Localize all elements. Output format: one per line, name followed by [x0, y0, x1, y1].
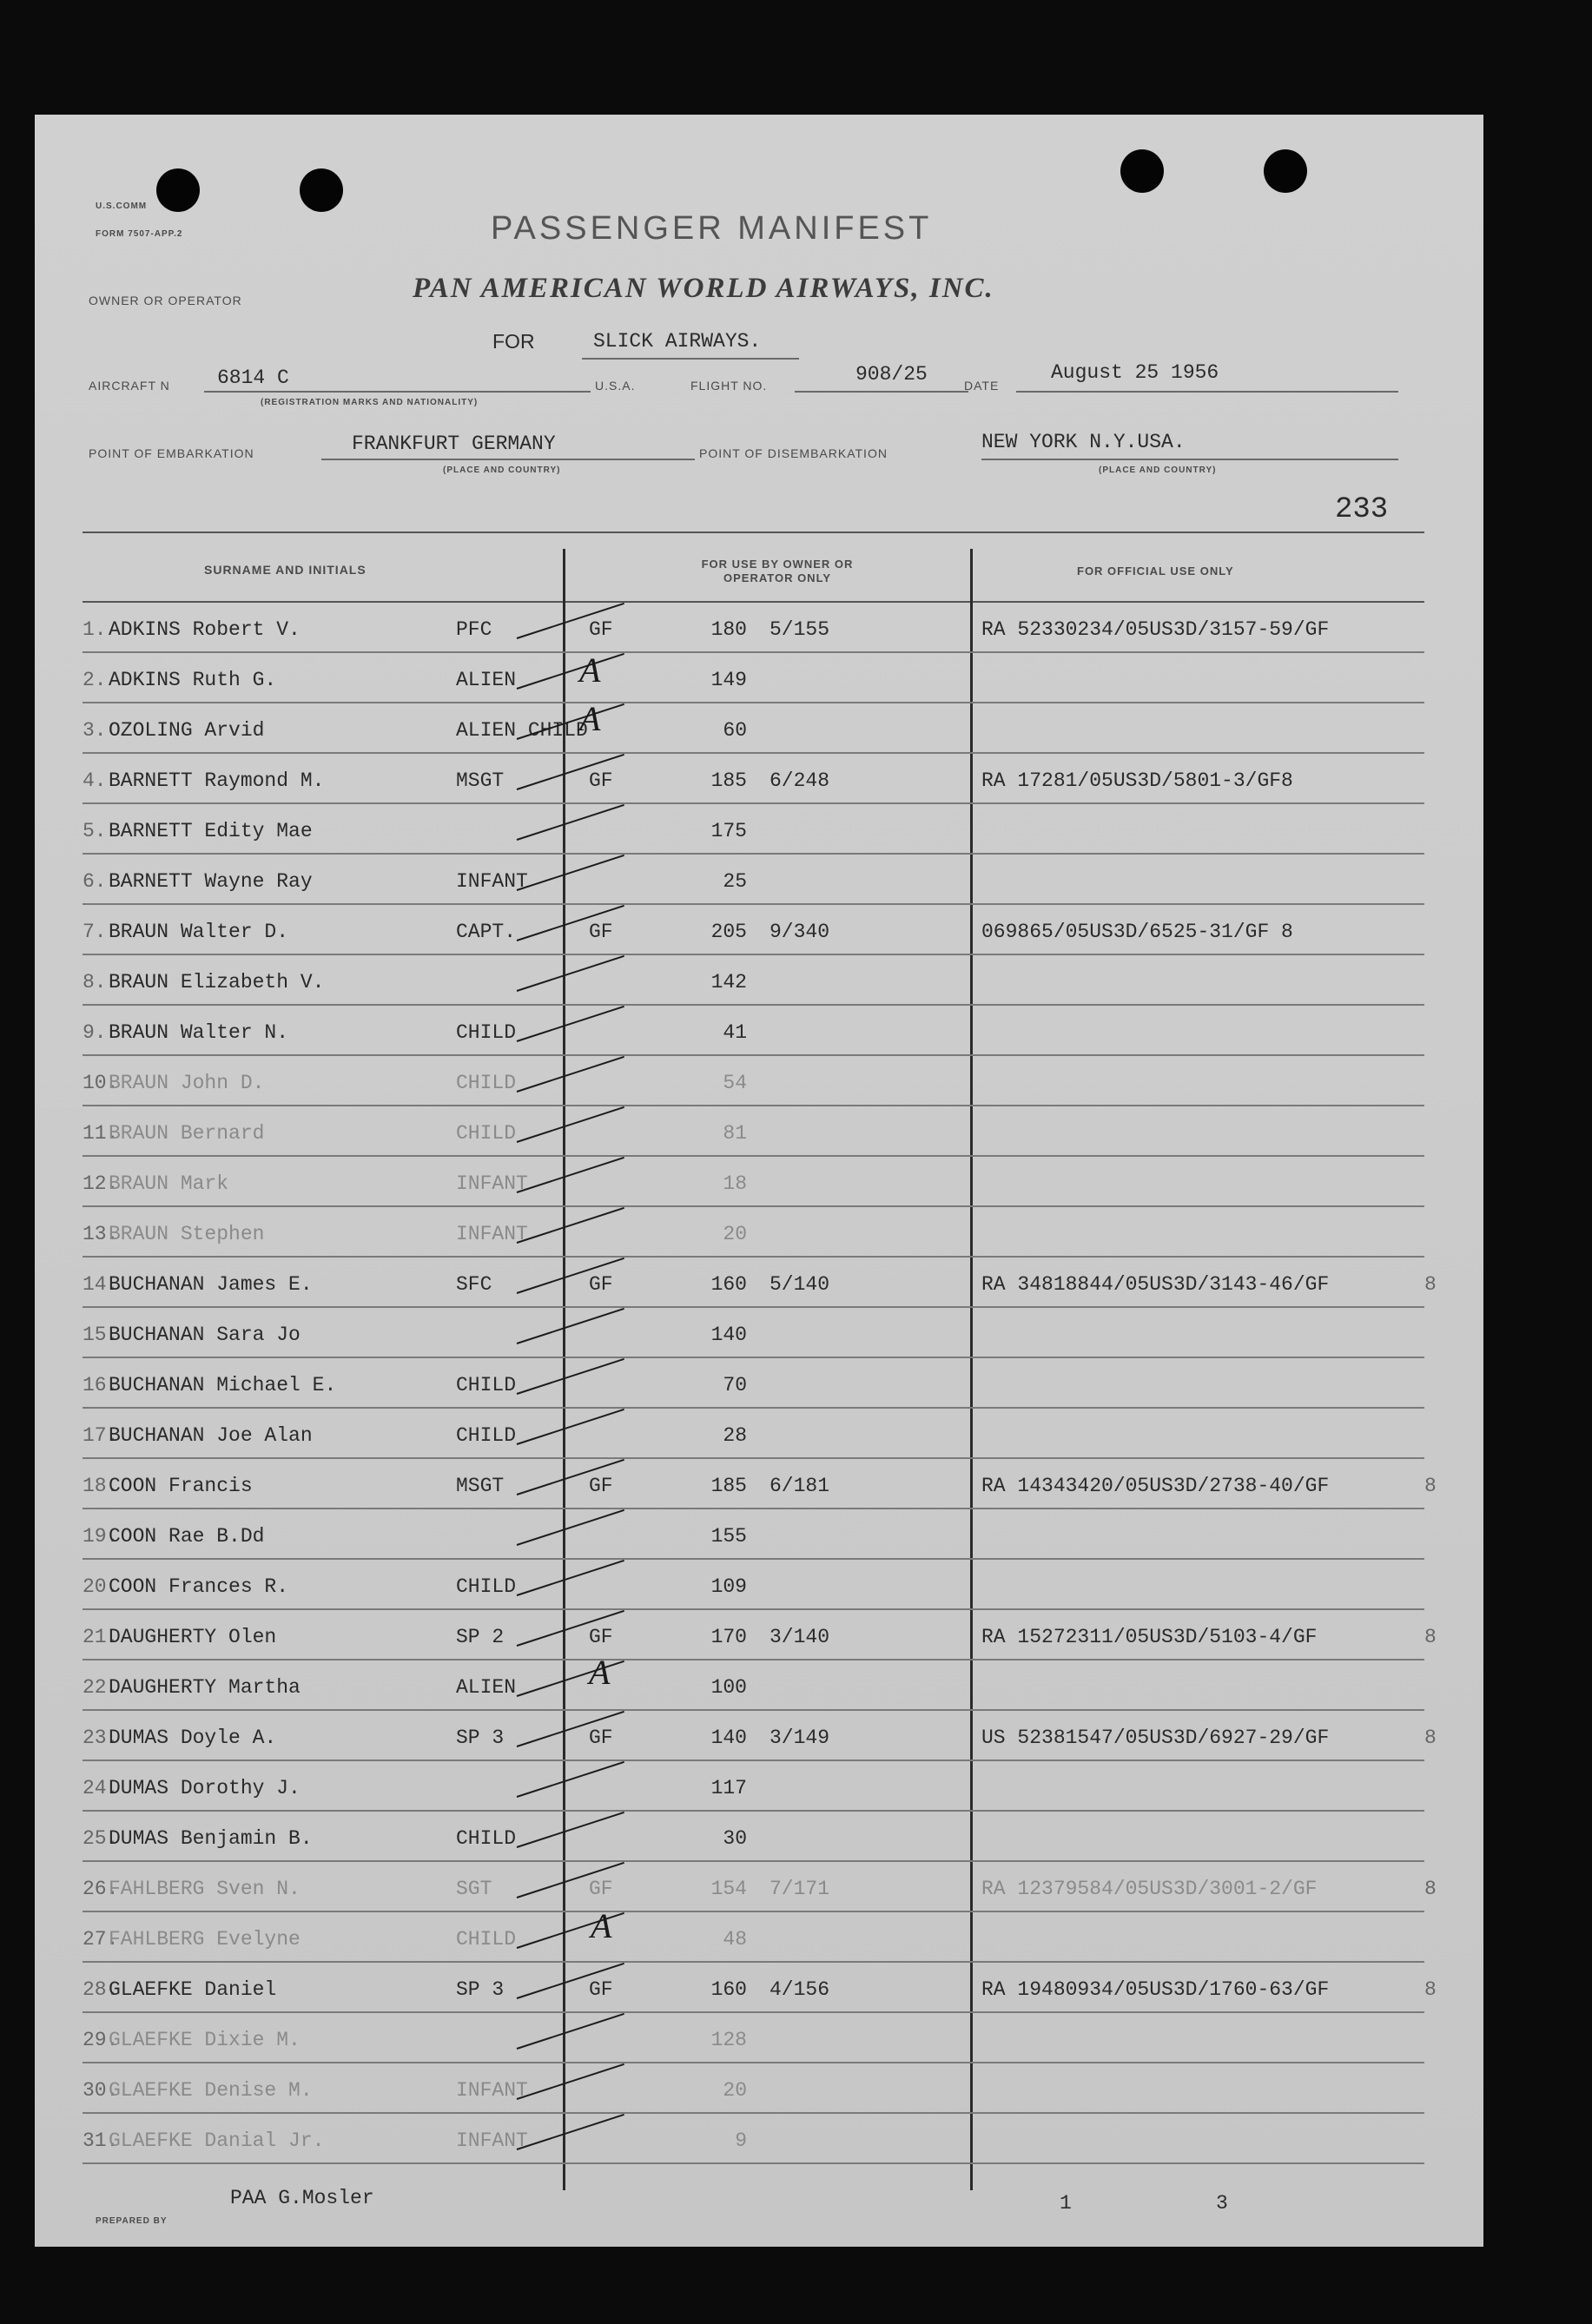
ticket-number: 7/171 — [770, 1878, 830, 1900]
passenger-weight: 160 — [710, 1273, 747, 1296]
passenger-row — [35, 1358, 1483, 1409]
passenger-weight: 109 — [710, 1575, 747, 1598]
row-number: 3. — [83, 719, 107, 742]
row-number: 19. — [83, 1525, 119, 1548]
passenger-name: BRAUN Walter D. — [109, 921, 289, 943]
fare-code: GF — [589, 1726, 613, 1749]
passenger-row — [35, 603, 1483, 653]
passenger-row — [35, 855, 1483, 905]
passenger-weight: 155 — [710, 1525, 747, 1548]
fare-code: GF — [589, 921, 613, 943]
passenger-name: BRAUN Bernard — [109, 1122, 265, 1145]
passenger-status: SGT — [456, 1878, 492, 1900]
flight-label: FLIGHT NO. — [690, 379, 768, 393]
embark-label: POINT OF EMBARKATION — [89, 446, 254, 460]
manifest-sheet — [35, 115, 1483, 2247]
passenger-row — [35, 1056, 1483, 1106]
passenger-weight: 160 — [710, 1978, 747, 2001]
passenger-weight: 30 — [723, 1827, 747, 1850]
passenger-weight: 18 — [723, 1172, 747, 1195]
passenger-status: PFC — [456, 618, 492, 641]
date-value: August 25 1956 — [1051, 361, 1219, 384]
passenger-weight: 81 — [723, 1122, 747, 1145]
passenger-name: FAHLBERG Sven N. — [109, 1878, 301, 1900]
passenger-row — [35, 1610, 1483, 1660]
place-note: (PLACE AND COUNTRY) — [1099, 465, 1217, 475]
margin-mark: 8 — [1424, 1726, 1437, 1749]
date-label: DATE — [964, 379, 1000, 393]
pen-check-mark — [517, 1358, 624, 1395]
passenger-row — [35, 2013, 1483, 2063]
punch-hole — [300, 168, 343, 212]
passenger-status: CHILD — [456, 1575, 517, 1598]
pen-check-mark — [517, 1308, 624, 1344]
row-number: 15. — [83, 1324, 119, 1346]
passenger-row — [35, 1207, 1483, 1258]
row-number: 30. — [83, 2079, 119, 2102]
count-a: 1 — [1060, 2192, 1072, 2215]
official-entry: RA 14343420/05US3D/2738-40/GF — [981, 1475, 1330, 1497]
usa-label: U.S.A. — [595, 379, 636, 393]
passenger-name: DAUGHERTY Martha — [109, 1676, 301, 1699]
for-value: SLICK AIRWAYS. — [593, 330, 762, 353]
margin-mark: 8 — [1424, 1475, 1437, 1497]
row-number: 7. — [83, 921, 107, 943]
passenger-status: ALIEN — [456, 669, 517, 691]
fare-code: GF — [589, 769, 613, 792]
passenger-row — [35, 653, 1483, 703]
pen-check-mark — [517, 2063, 624, 2100]
pen-check-mark — [517, 1761, 624, 1798]
row-number: 22. — [83, 1676, 119, 1699]
passenger-name: ADKINS Ruth G. — [109, 669, 277, 691]
ticket-number: 3/140 — [770, 1626, 830, 1648]
row-number: 12. — [83, 1172, 119, 1195]
row-number: 27. — [83, 1928, 119, 1951]
passenger-name: BRAUN Mark — [109, 1172, 229, 1195]
passenger-status: SP 3 — [456, 1978, 505, 2001]
row-number: 2. — [83, 669, 107, 691]
pen-check-mark — [517, 804, 624, 841]
handwritten-alien-mark: A — [591, 1906, 612, 1945]
passenger-status: CAPT. — [456, 921, 517, 943]
row-number: 18. — [83, 1475, 119, 1497]
passenger-row — [35, 1006, 1483, 1056]
passenger-name: ADKINS Robert V. — [109, 618, 301, 641]
passenger-weight: 128 — [710, 2029, 747, 2051]
passenger-row — [35, 1409, 1483, 1459]
passenger-row — [35, 2063, 1483, 2114]
punch-hole — [1264, 149, 1307, 193]
page-title: PASSENGER MANIFEST — [491, 210, 933, 247]
passenger-status: MSGT — [456, 769, 505, 792]
passenger-name: FAHLBERG Evelyne — [109, 1928, 301, 1951]
passenger-weight: 205 — [710, 921, 747, 943]
pen-check-mark — [517, 1106, 624, 1143]
margin-mark: 8 — [1424, 1626, 1437, 1648]
ticket-number: 5/140 — [770, 1273, 830, 1296]
passenger-name: BUCHANAN Michael E. — [109, 1374, 337, 1396]
passenger-name: COON Rae B.Dd — [109, 1525, 265, 1548]
fare-code: GF — [589, 618, 613, 641]
fare-code: GF — [589, 1978, 613, 2001]
pen-check-mark — [517, 653, 624, 690]
passenger-weight: 48 — [723, 1928, 747, 1951]
official-entry: US 52381547/05US3D/6927-29/GF — [981, 1726, 1330, 1749]
passenger-name: BUCHANAN Joe Alan — [109, 1424, 313, 1447]
passenger-name: BRAUN Elizabeth V. — [109, 971, 325, 994]
row-number: 13. — [83, 1223, 119, 1245]
passenger-row — [35, 2114, 1483, 2164]
ticket-number: 5/155 — [770, 618, 830, 641]
pen-check-mark — [517, 1409, 624, 1445]
official-entry: RA 34818844/05US3D/3143-46/GF — [981, 1273, 1330, 1296]
passenger-name: GLAEFKE Danial Jr. — [109, 2129, 325, 2152]
passenger-weight: 100 — [710, 1676, 747, 1699]
prepared-by-label: PREPARED BY — [96, 2216, 168, 2226]
official-entry: RA 19480934/05US3D/1760-63/GF — [981, 1978, 1330, 2001]
passenger-row — [35, 1862, 1483, 1912]
count-b: 3 — [1216, 2192, 1228, 2215]
passenger-row — [35, 1308, 1483, 1358]
row-number: 28. — [83, 1978, 119, 2001]
passenger-name: BARNETT Edity Mae — [109, 820, 313, 842]
row-number: 8. — [83, 971, 107, 994]
passenger-name: DUMAS Benjamin B. — [109, 1827, 313, 1850]
passenger-name: DUMAS Doyle A. — [109, 1726, 277, 1749]
ticket-number: 6/181 — [770, 1475, 830, 1497]
row-number: 31. — [83, 2129, 119, 2152]
ticket-number: 3/149 — [770, 1726, 830, 1749]
passenger-status: CHILD — [456, 1072, 517, 1094]
passenger-weight: 175 — [710, 820, 747, 842]
passenger-row — [35, 955, 1483, 1006]
passenger-weight: 20 — [723, 2079, 747, 2102]
handwritten-alien-mark: A — [579, 699, 601, 738]
passenger-weight: 170 — [710, 1626, 747, 1648]
row-number: 9. — [83, 1021, 107, 1044]
passenger-row — [35, 1106, 1483, 1157]
passenger-name: DUMAS Dorothy J. — [109, 1777, 301, 1799]
handwritten-alien-mark: A — [589, 1653, 611, 1692]
passenger-weight: 142 — [710, 971, 747, 994]
passenger-name: OZOLING Arvid — [109, 719, 265, 742]
passenger-row — [35, 1660, 1483, 1711]
passenger-row — [35, 1812, 1483, 1862]
passenger-status: CHILD — [456, 1827, 517, 1850]
official-entry: RA 17281/05US3D/5801-3/GF8 — [981, 769, 1293, 792]
form-id-line: FORM 7507-APP.2 — [96, 229, 183, 239]
surname-header: SURNAME AND INITIALS — [204, 563, 367, 577]
row-number: 10. — [83, 1072, 119, 1094]
official-entry: RA 12379584/05US3D/3001-2/GF — [981, 1878, 1318, 1900]
punch-hole — [156, 168, 200, 212]
passenger-row — [35, 1157, 1483, 1207]
fare-code: GF — [589, 1626, 613, 1648]
passenger-name: BUCHANAN Sara Jo — [109, 1324, 301, 1346]
passenger-name: BARNETT Wayne Ray — [109, 870, 313, 893]
passenger-weight: 41 — [723, 1021, 747, 1044]
prepared-by-value: PAA G.Mosler — [230, 2187, 374, 2209]
row-number: 29. — [83, 2029, 119, 2051]
passenger-row — [35, 1509, 1483, 1560]
passenger-name: DAUGHERTY Olen — [109, 1626, 277, 1648]
passenger-status: INFANT — [456, 2129, 528, 2152]
passenger-status: SP 3 — [456, 1726, 505, 1749]
pen-check-mark — [517, 2114, 624, 2150]
passenger-name: BARNETT Raymond M. — [109, 769, 325, 792]
row-number: 5. — [83, 820, 107, 842]
pen-check-mark — [517, 1006, 624, 1042]
passenger-weight: 149 — [710, 669, 747, 691]
ticket-number: 6/248 — [770, 769, 830, 792]
fare-code: GF — [589, 1273, 613, 1296]
passenger-weight: 185 — [710, 769, 747, 792]
passenger-name: COON Francis — [109, 1475, 253, 1497]
pen-check-mark — [517, 1056, 624, 1093]
passenger-weight: 20 — [723, 1223, 747, 1245]
official-entry: RA 15272311/05US3D/5103-4/GF — [981, 1626, 1318, 1648]
passenger-name: BRAUN John D. — [109, 1072, 265, 1094]
row-number: 23. — [83, 1726, 119, 1749]
passenger-status: CHILD — [456, 1021, 517, 1044]
flight-value: 908/25 — [855, 363, 928, 386]
passenger-row — [35, 703, 1483, 754]
passenger-row — [35, 905, 1483, 955]
margin-mark: 8 — [1424, 1978, 1437, 2001]
passenger-row — [35, 754, 1483, 804]
passenger-status: CHILD — [456, 1122, 517, 1145]
official-entry: 069865/05US3D/6525-31/GF 8 — [981, 921, 1293, 943]
passenger-weight: 140 — [710, 1324, 747, 1346]
passenger-row — [35, 1761, 1483, 1812]
aircraft-value: 6814 C — [217, 366, 289, 389]
embark-value: FRANKFURT GERMANY — [352, 432, 556, 455]
passenger-weight: 25 — [723, 870, 747, 893]
row-number: 17. — [83, 1424, 119, 1447]
passenger-name: GLAEFKE Daniel — [109, 1978, 277, 2001]
ticket-number: 4/156 — [770, 1978, 830, 2001]
pen-check-mark — [517, 1812, 624, 1848]
fare-code: GF — [589, 1475, 613, 1497]
passenger-weight: 117 — [710, 1777, 747, 1799]
row-number: 26. — [83, 1878, 119, 1900]
passenger-row — [35, 1912, 1483, 1963]
passenger-weight: 28 — [723, 1424, 747, 1447]
passenger-row — [35, 1711, 1483, 1761]
passenger-row — [35, 1459, 1483, 1509]
margin-mark: 8 — [1424, 1273, 1437, 1296]
ticket-number: 9/340 — [770, 921, 830, 943]
passenger-name: BUCHANAN James E. — [109, 1273, 313, 1296]
passenger-row — [35, 1963, 1483, 2013]
passenger-weight: 54 — [723, 1072, 747, 1094]
passenger-weight: 185 — [710, 1475, 747, 1497]
passenger-weight: 154 — [710, 1878, 747, 1900]
passenger-status: MSGT — [456, 1475, 505, 1497]
row-number: 11. — [83, 1122, 119, 1145]
row-number: 24. — [83, 1777, 119, 1799]
row-number: 16. — [83, 1374, 119, 1396]
margin-mark: 8 — [1424, 1878, 1437, 1900]
passenger-status: CHILD — [456, 1424, 517, 1447]
passenger-weight: 9 — [735, 2129, 747, 2152]
punch-hole — [1120, 149, 1164, 193]
row-number: 6. — [83, 870, 107, 893]
row-number: 4. — [83, 769, 107, 792]
official-use-header: FOR OFFICIAL USE ONLY — [1077, 564, 1234, 578]
row-number: 14. — [83, 1273, 119, 1296]
place-note: (PLACE AND COUNTRY) — [443, 465, 561, 475]
pen-check-mark — [517, 1207, 624, 1244]
disembark-label: POINT OF DISEMBARKATION — [699, 446, 888, 460]
pen-check-mark — [517, 1509, 624, 1546]
pen-check-mark — [517, 855, 624, 891]
passenger-name: GLAEFKE Denise M. — [109, 2079, 313, 2102]
form-id-line: U.S.COMM — [96, 201, 148, 211]
disembark-value: NEW YORK N.Y.USA. — [981, 431, 1186, 453]
pen-check-mark — [517, 1560, 624, 1596]
pen-check-mark — [517, 1157, 624, 1193]
passenger-row — [35, 804, 1483, 855]
passenger-weight: 140 — [710, 1726, 747, 1749]
aircraft-label: AIRCRAFT N — [89, 379, 170, 393]
passenger-status: CHILD — [456, 1928, 517, 1951]
owner-label: OWNER OR OPERATOR — [89, 294, 242, 307]
fare-code: GF — [589, 1878, 613, 1900]
passenger-status: ALIEN — [456, 1676, 517, 1699]
row-number: 20. — [83, 1575, 119, 1598]
passenger-status: INFANT — [456, 1223, 528, 1245]
passenger-weight: 60 — [723, 719, 747, 742]
company-name: PAN AMERICAN WORLD AIRWAYS, INC. — [413, 273, 994, 304]
pen-check-mark — [517, 955, 624, 992]
passenger-weight: 70 — [723, 1374, 747, 1396]
passenger-row — [35, 1258, 1483, 1308]
official-entry: RA 52330234/05US3D/3157-59/GF — [981, 618, 1330, 641]
row-number: 1. — [83, 618, 107, 641]
owner-use-header: FOR USE BY OWNER OR OPERATOR ONLY — [701, 558, 854, 584]
row-number: 25. — [83, 1827, 119, 1850]
passenger-name: BRAUN Stephen — [109, 1223, 265, 1245]
passenger-name: COON Frances R. — [109, 1575, 289, 1598]
passenger-name: BRAUN Walter N. — [109, 1021, 289, 1044]
row-rule — [83, 2162, 1424, 2164]
passenger-weight: 180 — [710, 618, 747, 641]
passenger-status: SFC — [456, 1273, 492, 1296]
passenger-status: INFANT — [456, 1172, 528, 1195]
passenger-status: ALIEN CHILD — [456, 719, 588, 742]
handwritten-alien-mark: A — [579, 650, 601, 690]
passenger-name: GLAEFKE Dixie M. — [109, 2029, 301, 2051]
for-label: FOR — [492, 330, 535, 353]
passenger-status: INFANT — [456, 870, 528, 893]
passenger-status: INFANT — [456, 2079, 528, 2102]
passenger-row — [35, 1560, 1483, 1610]
page-number: 233 — [1335, 493, 1389, 526]
passenger-status: SP 2 — [456, 1626, 505, 1648]
row-number: 21. — [83, 1626, 119, 1648]
registration-note: (REGISTRATION MARKS AND NATIONALITY) — [261, 398, 479, 407]
pen-check-mark — [517, 2013, 624, 2050]
passenger-status: CHILD — [456, 1374, 517, 1396]
